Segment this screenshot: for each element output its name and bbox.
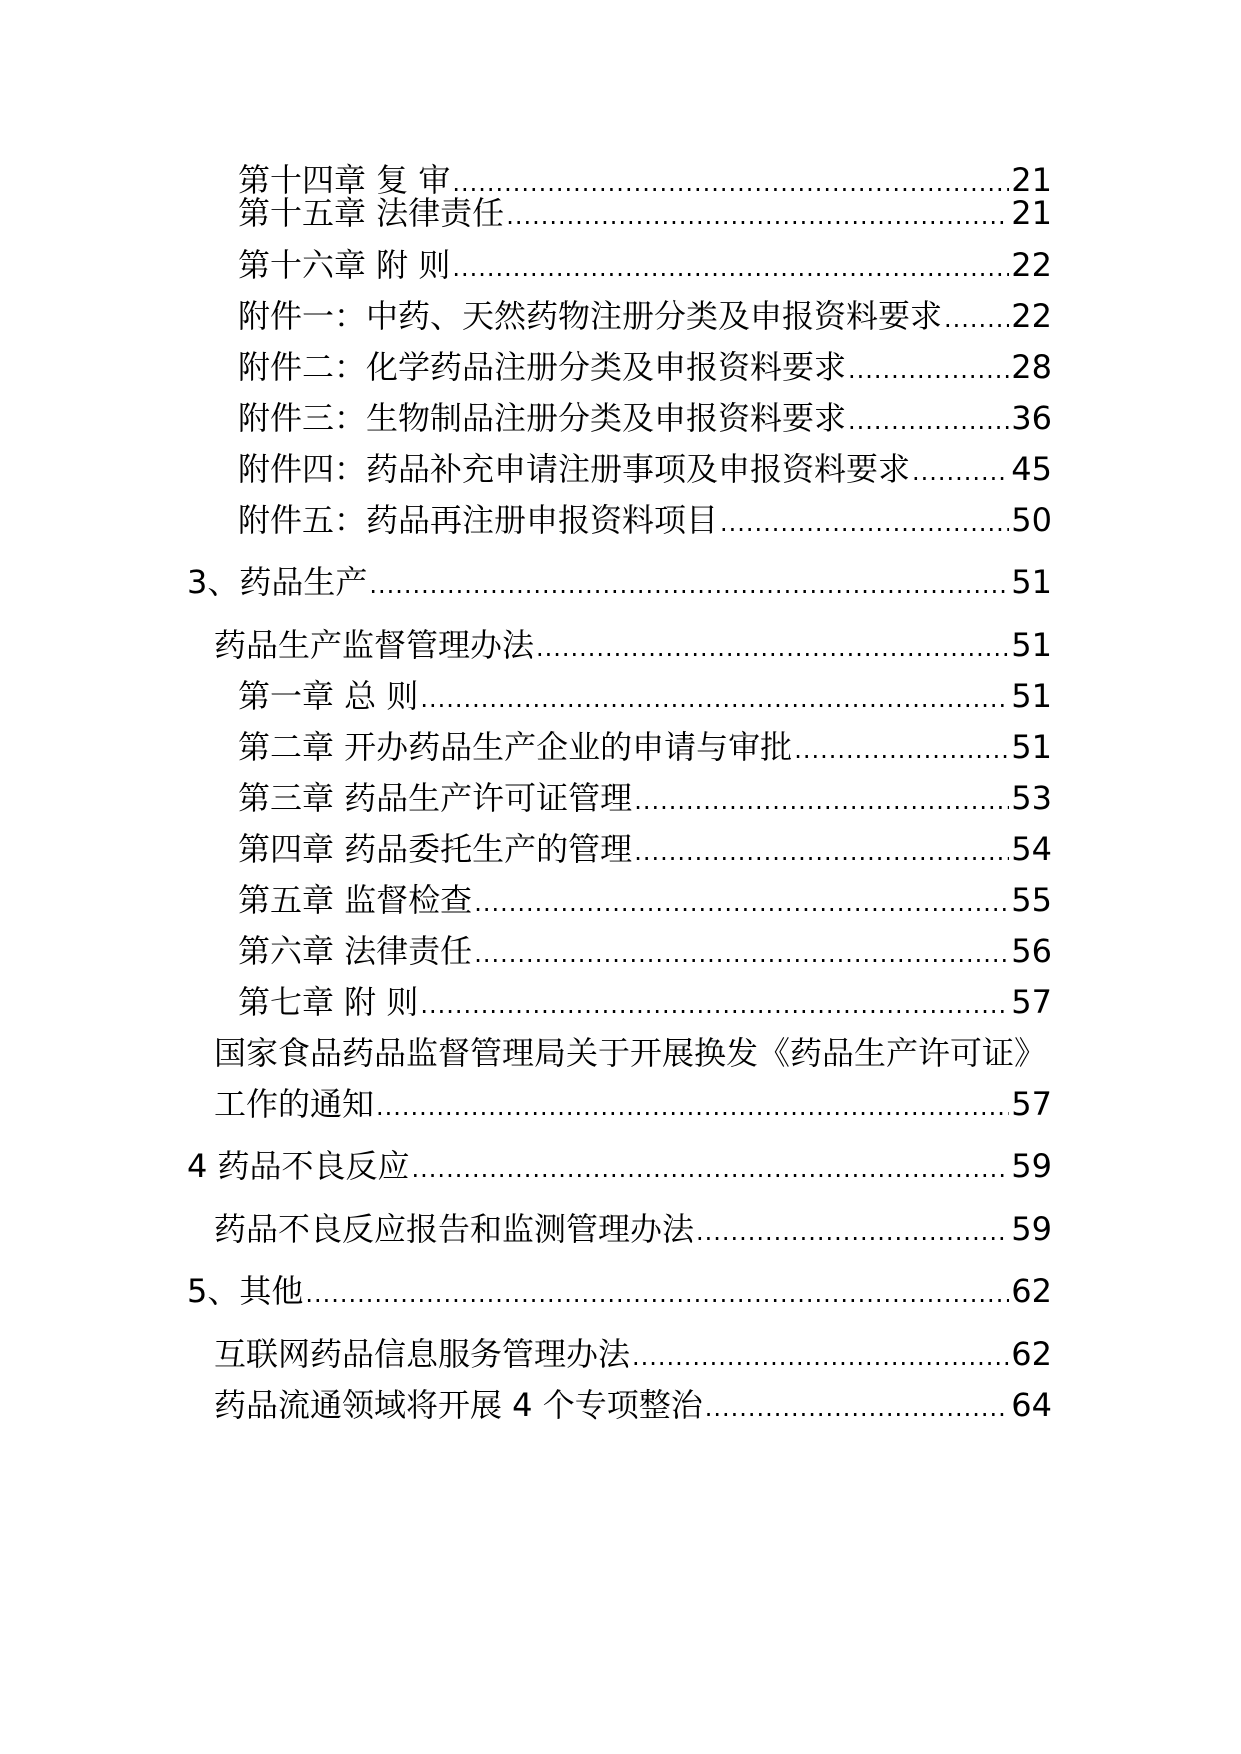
toc-entry-label: 附件四：药品补充申请注册事项及申报资料要求 <box>238 450 911 488</box>
toc-entry-production-ch6[interactable] <box>238 931 1052 974</box>
toc-entry-internet-info-regulation[interactable] <box>214 1334 1052 1377</box>
toc-page-number: 55 <box>1011 881 1052 919</box>
toc-entry-section-3[interactable] <box>187 562 1052 605</box>
toc-leader-dots <box>474 934 1009 974</box>
toc-leader-dots <box>536 628 1009 668</box>
toc-entry-production-ch5[interactable] <box>238 880 1052 923</box>
toc-entry-label: 附件二：化学药品注册分类及申报资料要求 <box>238 348 847 386</box>
toc-entry-special-rectification[interactable] <box>214 1385 1052 1428</box>
toc-entry-label: 第七章 附 则 <box>238 983 419 1021</box>
toc-entry-label: 药品不良反应报告和监测管理办法 <box>214 1210 695 1248</box>
toc-leader-dots <box>634 781 1009 821</box>
toc-entry-label: 第五章 监督检查 <box>238 881 473 919</box>
toc-entry-label: 附件三：生物制品注册分类及申报资料要求 <box>238 399 847 437</box>
toc-entry-chapter-16[interactable] <box>238 245 1052 288</box>
toc-leader-dots <box>474 883 1009 923</box>
toc-entry-label: 药品生产监督管理办法 <box>214 626 535 664</box>
toc-entry-annex-5[interactable] <box>238 500 1052 543</box>
toc-entry-label: 附件五：药品再注册申报资料项目 <box>238 501 719 539</box>
toc-entry-label: 第三章 药品生产许可证管理 <box>238 779 633 817</box>
toc-entry-annex-1[interactable] <box>238 296 1052 339</box>
toc-page-number: 56 <box>1011 932 1052 970</box>
toc-entry-label-continued: 工作的通知 <box>214 1085 375 1123</box>
toc-entry-label: 4 药品不良反应 <box>187 1147 410 1185</box>
toc-leader-dots <box>705 1388 1010 1428</box>
toc-entry-label: 国家食品药品监督管理局关于开展换发《药品生产许可证》 <box>214 1034 1047 1072</box>
toc-leader-dots <box>720 503 1009 543</box>
toc-page-number: 64 <box>1011 1386 1052 1424</box>
toc-entry-label: 第十四章 复 审 <box>238 161 451 199</box>
toc-entry-label: 第十六章 附 则 <box>238 246 451 284</box>
toc-leader-dots <box>632 1337 1009 1377</box>
toc-entry-production-ch2[interactable] <box>238 727 1052 770</box>
toc-page-number: 54 <box>1011 830 1052 868</box>
toc-entry-label: 药品流通领域将开展 4 个专项整治 <box>214 1386 703 1424</box>
toc-page-number: 51 <box>1011 626 1052 664</box>
toc-leader-dots <box>412 1149 1010 1189</box>
toc-leader-dots <box>376 1087 1009 1127</box>
toc-entry-label: 第一章 总 则 <box>238 677 419 715</box>
toc-entry-production-ch7[interactable] <box>238 982 1052 1025</box>
toc-entry-chapter-15[interactable] <box>238 193 1052 236</box>
toc-page-number: 50 <box>1011 501 1052 539</box>
toc-page-number: 36 <box>1011 399 1052 437</box>
toc-entry-label: 第二章 开办药品生产企业的申请与审批 <box>238 728 793 766</box>
toc-entry-annex-2[interactable] <box>238 347 1052 390</box>
toc-page-number: 51 <box>1011 728 1052 766</box>
toc-entry-section-5[interactable] <box>187 1271 1052 1314</box>
toc-entry-production-ch1[interactable] <box>238 676 1052 719</box>
toc-leader-dots <box>848 401 1009 441</box>
toc-page-number: 22 <box>1011 246 1052 284</box>
toc-page-number: 59 <box>1011 1210 1052 1248</box>
toc-page-number: 51 <box>1011 677 1052 715</box>
toc-entry-production-regulation[interactable] <box>214 625 1052 668</box>
toc-entry-label: 第六章 法律责任 <box>238 932 473 970</box>
toc-entry-label: 3、药品生产 <box>187 563 368 601</box>
toc-page-number: 45 <box>1011 450 1052 488</box>
toc-page-number: 21 <box>1011 161 1052 199</box>
toc-leader-dots <box>912 452 1009 492</box>
toc-leader-dots <box>634 832 1009 872</box>
toc-entry-label: 互联网药品信息服务管理办法 <box>214 1335 631 1373</box>
toc-leader-dots <box>696 1212 1009 1252</box>
toc-page-number: 53 <box>1011 779 1052 817</box>
toc-entry-license-renewal-notice[interactable] <box>214 1033 1052 1127</box>
toc-leader-dots <box>848 350 1009 390</box>
toc-leader-dots <box>506 196 1009 236</box>
toc-entry-annex-3[interactable] <box>238 398 1052 441</box>
toc-leader-dots <box>944 299 1009 339</box>
toc-page-number: 59 <box>1011 1147 1052 1185</box>
toc-page-number: 28 <box>1011 348 1052 386</box>
toc-entry-annex-4[interactable] <box>238 449 1052 492</box>
toc-entry-label: 附件一：中药、天然药物注册分类及申报资料要求 <box>238 297 943 335</box>
toc-entry-production-ch3[interactable] <box>238 778 1052 821</box>
toc-entry-production-ch4[interactable] <box>238 829 1052 872</box>
toc-entry-label: 第十五章 法律责任 <box>238 194 505 232</box>
toc-page-number: 57 <box>1011 983 1052 1021</box>
toc-page-number: 62 <box>1011 1272 1052 1310</box>
toc-page-number: 57 <box>1011 1085 1052 1123</box>
toc-entry-label: 第四章 药品委托生产的管理 <box>238 830 633 868</box>
toc-leader-dots <box>305 1274 1009 1314</box>
toc-page-number: 22 <box>1011 297 1052 335</box>
toc-leader-dots <box>369 565 1009 605</box>
toc-page-number: 21 <box>1011 194 1052 232</box>
toc-leader-dots <box>452 248 1009 288</box>
toc-entry-label: 5、其他 <box>187 1272 304 1310</box>
toc-entry-section-4[interactable] <box>187 1146 1052 1189</box>
toc-leader-dots <box>794 730 1009 770</box>
toc-page-number: 62 <box>1011 1335 1052 1373</box>
toc-entry-second-line <box>214 1084 1052 1127</box>
toc-leader-dots <box>420 679 1009 719</box>
toc-entry-adverse-reaction-regulation[interactable] <box>214 1209 1052 1252</box>
toc-leader-dots <box>420 985 1009 1025</box>
toc-page-number: 51 <box>1011 563 1052 601</box>
